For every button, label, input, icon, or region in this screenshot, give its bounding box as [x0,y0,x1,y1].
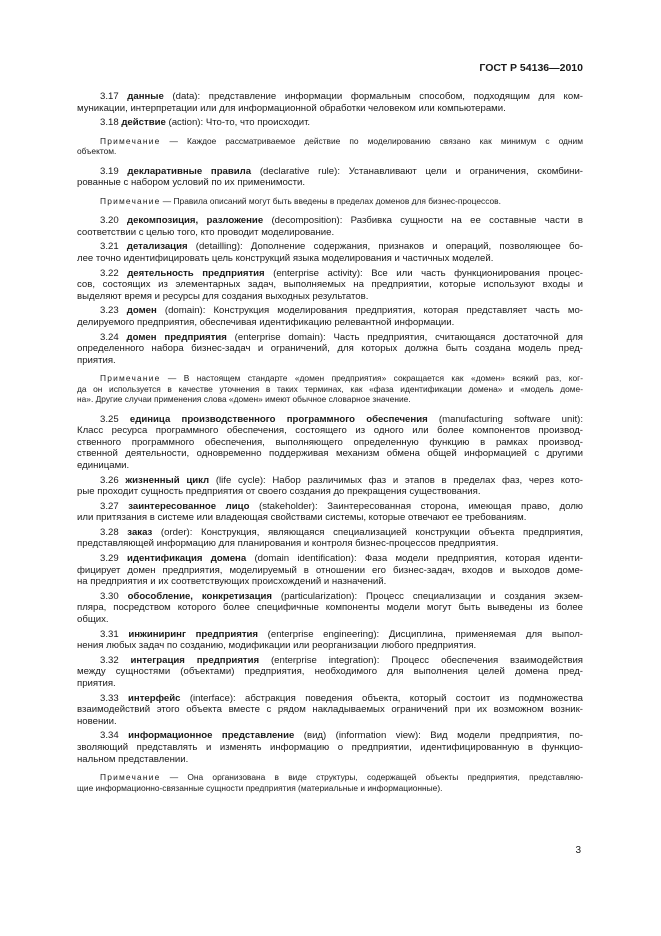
note-block [77,196,583,206]
term: жизненный цикл [125,474,210,486]
definition-line: представляющей информацию для планирования и контроля бизнес-процессов предприятия. [77,538,499,550]
term: домен предприятия [126,331,227,343]
definition-line: на предприятия и их соответствующих происхождений и назначений. [77,576,387,588]
definition-line: Класс ресурса программного обеспечения, состоящего из одного или более компонентов производ- [77,425,583,437]
definition-line: сов, состоящих из элементарных задач, выполняемых на предприятии, которые используют входы и [77,279,583,291]
term: интерфейс [128,692,181,704]
definition-entry [77,475,583,498]
definition-entry [77,730,583,765]
definition-line: нальном представлении. [77,753,189,765]
term: идентификация домена [126,553,247,565]
definition-entry [77,166,583,189]
definition-line: ственного программного обеспечения, выполняющего определенную функцию в рамках производ- [77,436,583,448]
definition-line: 3.30 обособление, конкретизация (particularization): Процесс специализации и создания экзем- [100,590,584,602]
term: обособление, конкретизация [127,590,273,602]
definition-line: приятия. [77,354,116,366]
definition-line: между сущностями (объектами) предприятия, необходимого для выполнения целей домена пред- [77,666,583,678]
definition-line: нения любых задач по созданию, модификации или реорганизации любого предприятия. [77,640,477,652]
note-label: Примечание [100,195,161,206]
note-line: Примечание — Каждое рассматриваемое действие по моделированию связано как минимум с одним [100,135,583,146]
definition-line: 3.31 инжиниринг предприятия (enterprise engineering): Дисциплина, применяемая для выпол- [100,628,583,640]
definition-line: 3.34 информационное представление (вид) (information view): Вид модели предприятия, по- [100,730,583,742]
definition-line: 3.32 интеграция предприятия (enterprise integration): Процесс обеспечения взаимодействия [100,654,583,666]
definition-line: 3.21 детализация (detailling): Дополнение содержания, признаков и операций, позволяющее бо- [100,241,583,253]
definition-entry [77,117,583,129]
definition-line: выделяют время и ресурсы для создания выходных результатов. [77,290,369,302]
definition-entry [77,553,583,588]
definition-line: 3.28 заказ (order): Конструкция, являющаяся специализацией конструкции объекта предприятия, [100,526,583,538]
note-line: Примечание — Она организована в виде структуры, содержащей объекты предприятия, представляю- [100,772,583,783]
definition-entry [77,527,583,550]
definition-line: 3.33 интерфейс (interface): абстракция поведения объекта, который состоит из подмножества [100,692,583,704]
term: данные [127,91,164,102]
definition-entry [77,241,583,264]
definition-line: лее точно идентифицировать цель конструкций языка моделирования и частичных моделей. [77,252,494,264]
definition-line: новении. [77,715,117,727]
definition-line: или притязания в системе или владеющая свойствами системы, которые отвечают ее требованиям. [77,512,527,524]
term: заинтересованное лицо [128,500,250,512]
note-line: да он используется в качестве уточнения в таких терминах, как «фаза идентификации домена» и «модель доме- [77,383,583,394]
note-label: Примечание [100,772,161,783]
definition-line: 3.25 единица производственного программного обеспечения (manufacturing software unit): [100,413,583,425]
definition-entry [77,305,583,328]
term: деятельность предприятия [127,267,265,279]
term: интеграция предприятия [130,654,260,666]
note-line: Примечание — Правила описаний могут быть введены в пределах доменов для бизнес-процессов. [100,195,501,206]
definition-entry [77,414,583,472]
definition-line: 3.17 данные (data): представление информации формальным способом, подходящим для ком- [100,91,583,102]
definition-line: фицирует домен предприятия, моделируемый в отношении его бизнес-задач, входов и выходов доме- [77,564,583,576]
definition-line: пляра, посредством которого более специфичные компоненты модели могут быть выведены из более [77,602,583,614]
note-block [77,772,583,793]
definition-line: 3.19 декларативные правила (declarative rule): Устанавливают цели и ограничения, скомбини- [100,165,584,177]
page-number: 3 [575,845,581,856]
note-line: Примечание — В настоящем стандарте «домен предприятия» сокращается как «домен» всякий раз, ког- [100,373,583,384]
definition-line: рые проходит сущность предприятия от своего создания до прекращения существования. [77,486,481,498]
note-label: Примечание [100,135,161,146]
definition-entry [77,501,583,524]
note-block [77,373,583,404]
definition-line: 3.23 домен (domain): Конструкция моделирования предприятия, которая представляет часть мо- [100,305,583,317]
definition-line: 3.20 декомпозиция, разложение (decomposition): Разбивка сущности на ее составные части в [100,215,584,227]
note-line: щие информационно-связанные сущности предприятия (материальные и информационные). [77,782,443,793]
standard-header: ГОСТ Р 54136—2010 [479,62,583,74]
definition-line: единицами. [77,459,130,471]
definition-line: взаимодействий этого объекта вместе с рядом накладываемых ограничений при их возможном возник- [77,704,583,716]
term: действие [121,117,166,129]
definitions-body [77,91,583,802]
note-label: Примечание [100,373,161,384]
term: заказ [127,526,153,538]
term: инжиниринг предприятия [128,628,259,640]
term: детализация [126,241,188,253]
definition-line: определенного набора бизнес-задач и ограничений, для которых должна быть создана модель пред- [77,343,583,355]
note-block [77,136,583,157]
definition-line: зволяющий представлять и изменять информацию о предприятии, идентифицированную в функцио- [77,741,583,753]
definition-entry [77,215,583,238]
definition-line: 3.29 идентификация домена (domain identification): Фаза модели предприятия, которая иденти- [100,553,584,565]
definition-line: рованные с набором условий по их применимости. [77,177,305,189]
definition-entry [77,91,583,114]
definition-line: 3.22 деятельность предприятия (enterprise activity): Все или часть функционирования процес- [100,267,583,279]
definition-line: делируемого предприятия, обеспечивая идентификацию релевантной информации. [77,316,455,328]
definition-line: общих. [77,614,109,626]
term: информационное представление [128,730,295,742]
definition-line: 3.18 действие (action): Что-то, что происходит. [100,117,311,129]
definition-line: приятия. [77,678,116,689]
term: домен [126,305,157,317]
definition-line: соответствии с целью того, кто проводит моделирование. [77,226,335,238]
definition-line: 3.26 жизненный цикл (life cycle): Набор различимых фаз и этапов в пределах фаз, через кото- [100,474,583,486]
definition-entry [77,591,583,626]
definition-line: 3.27 заинтересованное лицо (stakeholder): Заинтересованная сторона, имеющая право, долю [100,500,583,512]
term: декомпозиция, разложение [126,215,264,227]
definition-entry [77,655,583,690]
definition-line: 3.24 домен предприятия (enterprise domain): Часть предприятия, считающаяся достаточной для [100,331,583,343]
definition-line: ственной деятельности, одновременно поддерживая механизм обмена общей информацией с другими [77,448,583,460]
definition-line: муникации, интерпретации или для информационной обработки человеком или компьютерами. [77,102,506,114]
definition-entry [77,629,583,652]
note-line: объектом. [77,146,117,157]
note-line: на». Другие случаи применения слова «домен» имеют обычное словарное значение. [77,394,411,405]
term: декларативные правила [127,165,252,177]
definition-entry [77,693,583,728]
definition-entry [77,268,583,303]
definition-entry [77,332,583,367]
term: единица производственного программного обеспечения [129,413,428,425]
